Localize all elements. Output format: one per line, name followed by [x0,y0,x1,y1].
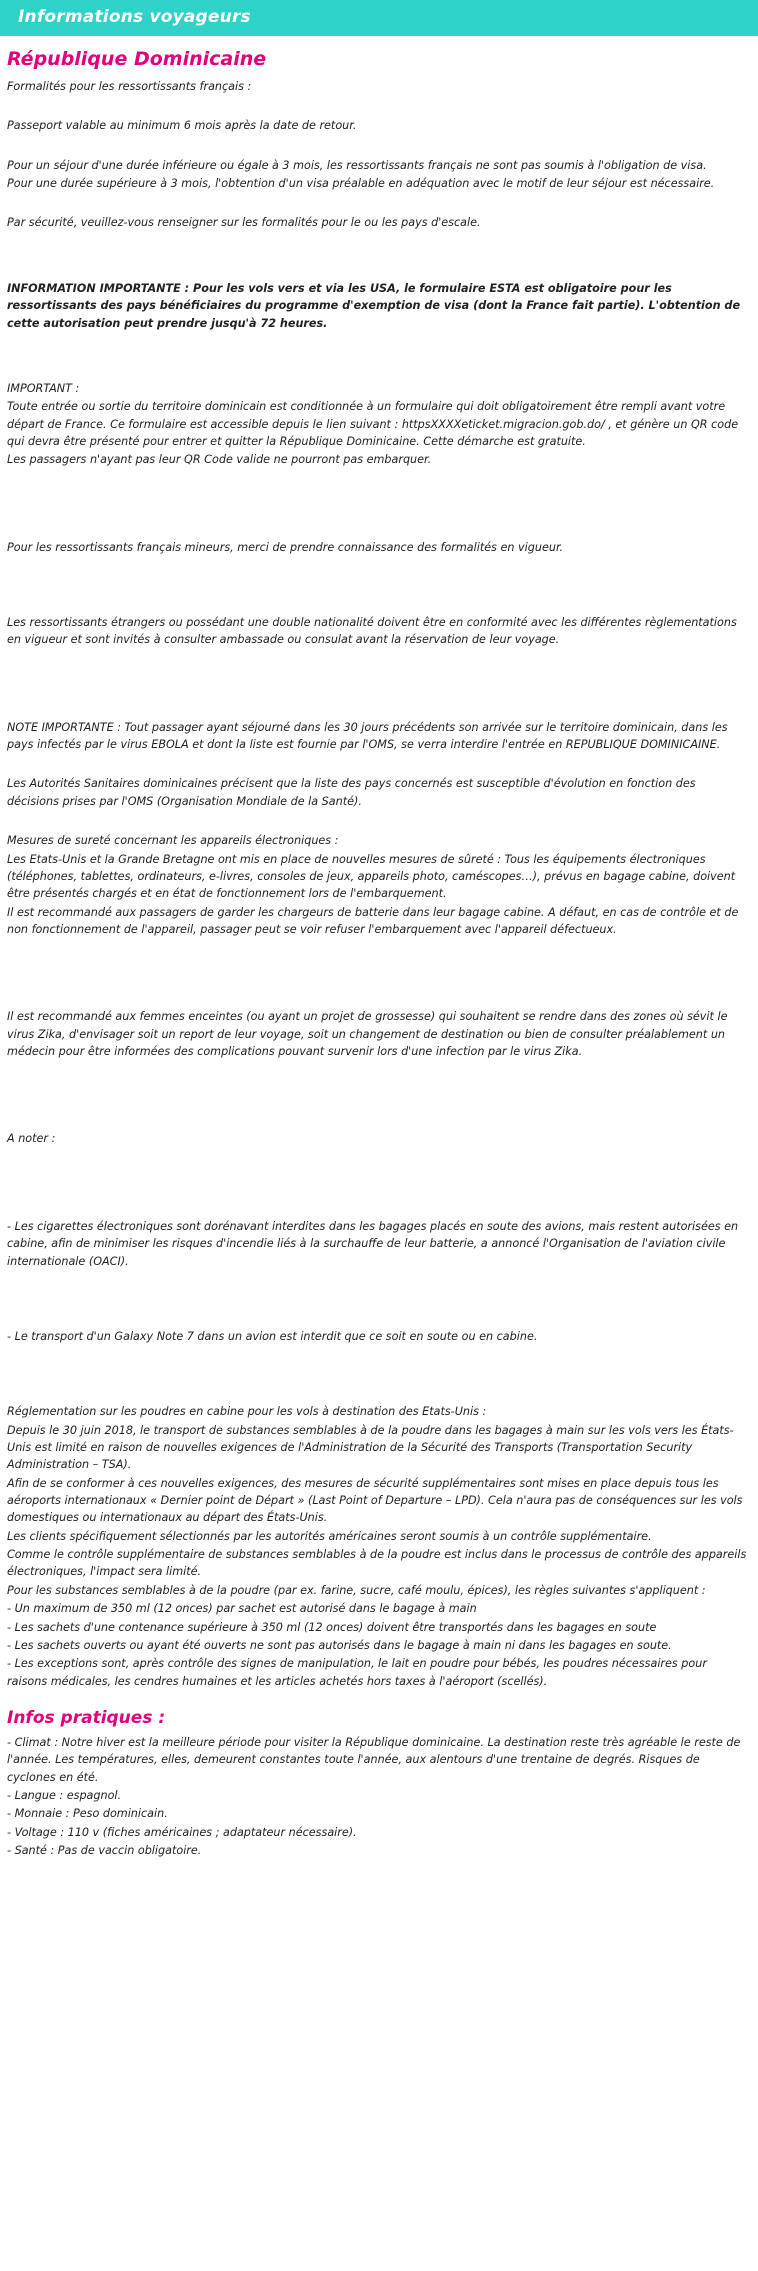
practical-info-title: Infos pratiques : [7,1707,166,1728]
paragraph: Pour un séjour d'une durée inférieure ou égale à 3 mois, les ressortissants français ne sont pas soumis à l'obligation de visa. [7,158,707,172]
practical-item-health: - Santé : Pas de vaccin obligatoire. [7,1844,202,1858]
practical-item-language: - Langue : espagnol. [7,1789,122,1803]
paragraph: Les passagers n'ayant pas leur QR Code valide ne pourront pas embarquer. [7,453,432,467]
practical-item-currency: - Monnaie : Peso dominicain. [7,1807,168,1821]
spacer [5,697,748,719]
spacer [5,1196,748,1218]
spacer [5,604,748,614]
list-item: - Les sachets d'une contenance supérieure à 350 ml (12 onces) doivent être transportés dans les bagages en soute [7,1620,657,1634]
paragraph: Passeport valable au minimum 6 mois après la date de retour. [7,119,357,133]
paragraph: Les clients spécifiquement sélectionnés par les autorités américaines seront soumis à un contrôle supplémentaire. [7,1529,652,1543]
spacer [5,1108,748,1130]
paragraph: Réglementation sur les poudres en cabine pour les vols à destination des Etats-Unis : [7,1405,487,1419]
paragraph: Pour une durée supérieure à 3 mois, l'obtention d'un visa préalable en adéquation avec le motif de leur séjour est nécessaire. [7,177,715,191]
formalities-section [5,78,748,1690]
eticket-notice: Toute entrée ou sortie du territoire dominicain est conditionnée à un formulaire qui doit obligatoirement être rempli avant votre départ de France. Ce formulaire est accessible depuis le lien suivant : httpsXXXXeticket.migracion.gob.do/ , et génère un QR code qui devra être présenté pour entrer et quitter la République Dominicaine. Cette démarche est gratuite. [7,400,739,448]
paragraph: Par sécurité, veuillez-vous renseigner sur les formalités pour le ou les pays d'escale. [7,216,481,230]
list-item: - Les exceptions sont, après contrôle des signes de manipulation, le lait en poudre pour bébés, les poudres nécessaires pour raisons médicales, les cendres humaines et les articles achetés hors taxes à l'aéroport (scellés). [7,1657,707,1688]
paragraph: A noter : [7,1132,56,1146]
paragraph: Mesures de sureté concernant les appareils électroniques : [7,834,339,848]
practical-item-voltage: - Voltage : 110 v (fiches américaines ; adaptateur nécessaire). [7,1825,357,1839]
practical-item-climate: - Climat : Notre hiver est la meilleure période pour visiter la République dominicaine. La destination reste très agréable le reste de l'année. Les températures, elles, demeurent constantes toute l'année, aux alentours d'une trentaine de degrés. Risques de cyclones en été. [7,1735,741,1784]
paragraph: Les Autorités Sanitaires dominicaines précisent que la liste des pays concernés est susceptible d'évolution en fonction des décisions prises par l'OMS (Organisation Mondiale de la Santé). [7,777,696,808]
page-title: République Dominicaine [7,48,267,70]
paragraph: Les Etats-Unis et la Grande Bretagne ont mis en place de nouvelles mesures de sûreté : Tous les équipements électroniques (téléphones, tablettes, ordinateurs, e-livres, consoles de jeux, appareils photo, caméscopes…), prévus en bagage cabine, doivent être présentés chargés et en état de fonctionnement lors de l'embarquement. [7,852,736,901]
esta-notice: INFORMATION IMPORTANTE : Pour les vols vers et via les USA, le formulaire ESTA est obligatoire pour les ressortissants des pays bénéficiaires du programme d'exemption de visa (dont la France fait partie). L'obtention de cette autorisation peut prendre jusqu'à 72 heures. [7,281,741,330]
paragraph: Comme le contrôle supplémentaire de substances semblables à de la poudre est inclus dans le processus de contrôle des appareils électroniques, l'impact sera limité. [7,1548,747,1579]
paragraph: Il est recommandé aux passagers de garder les chargeurs de batterie dans leur bagage cabine. A défaut, en cas de contrôle et de non fonctionnement de l'appareil, passager peut se voir refuser l'embarquement avec l'appareil défectueux. [7,905,739,936]
page-content [0,48,758,1859]
ebola-notice: NOTE IMPORTANTE : Tout passager ayant séjourné dans les 30 jours précédents son arrivée sur le territoire dominicain, dans les pays infectés par le virus EBOLA et dont la liste est fournie par l'OMS, se verra interdire l'entrée en REPUBLIQUE DOMINICAINE. [7,720,728,752]
list-item: - Les sachets ouverts ou ayant été ouverts ne sont pas autorisés dans le bagage à main ni dans les bagages en soute. [7,1638,672,1652]
paragraph: Les ressortissants étrangers ou possédant une double nationalité doivent être en conformité avec les différentes règlementations en vigueur et sont invités à consulter ambassade ou consulat avant la réservation de leur voyage. [7,616,737,647]
zika-notice: Il est recommandé aux femmes enceintes (ou ayant un projet de grossesse) qui souhaitent se rendre dans des zones où sévit le virus Zika, d'envisager soit un report de leur voyage, soit un changement de destination ou bien de consulter préalablement un médecin pour être informées des complications pouvant survenir lors d'une infection par le virus Zika. [7,1010,728,1059]
spacer [5,1393,748,1403]
paragraph: Afin de se conformer à ces nouvelles exigences, des mesures de sécurité supplémentaires sont mises en place depuis tous les aéroports internationaux « Dernier point de Départ » (Last Point of Departure – LPD). Cela n'aura pas de conséquences sur les vols domestiques ou internationaux au départ des États-Unis. [7,1476,743,1525]
paragraph: Formalités pour les ressortissants français : [7,80,252,93]
list-item: - Un maximum de 350 ml (12 onces) par sachet est autorisé dans le bagage à main [7,1602,477,1616]
paragraph: Depuis le 30 juin 2018, le transport de substances semblables à de la poudre dans les bagages à main sur les vols vers les États-Unis est limité en raison de nouvelles exigences de l'Administration de la Sécurité des Transports (Transportation Security Administration – TSA). [7,1423,734,1472]
page-header: Informations voyageurs [0,0,758,36]
spacer [5,1318,748,1328]
paragraph: Pour les substances semblables à de la poudre (par ex. farine, sucre, café moulu, épices), les règles suivantes s'appliquent : [7,1583,706,1597]
spacer [5,517,748,539]
spacer [5,986,748,1008]
paragraph: Pour les ressortissants français mineurs, merci de prendre connaissance des formalités en vigueur. [7,540,564,554]
paragraph: - Les cigarettes électroniques sont dorénavant interdites dans les bagages placés en soute des avions, mais restent autorisées en cabine, afin de minimiser les risques d'incendie liés à la surchauffe de leur batterie, a annoncé l'Organisation de l'aviation civile internationale (OACI). [7,1219,739,1268]
paragraph: IMPORTANT : [7,381,80,395]
practical-info-section [5,1734,748,1860]
paragraph: - Le transport d'un Galaxy Note 7 dans un avion est interdit que ce soit en soute ou en cabine. [7,1329,538,1343]
